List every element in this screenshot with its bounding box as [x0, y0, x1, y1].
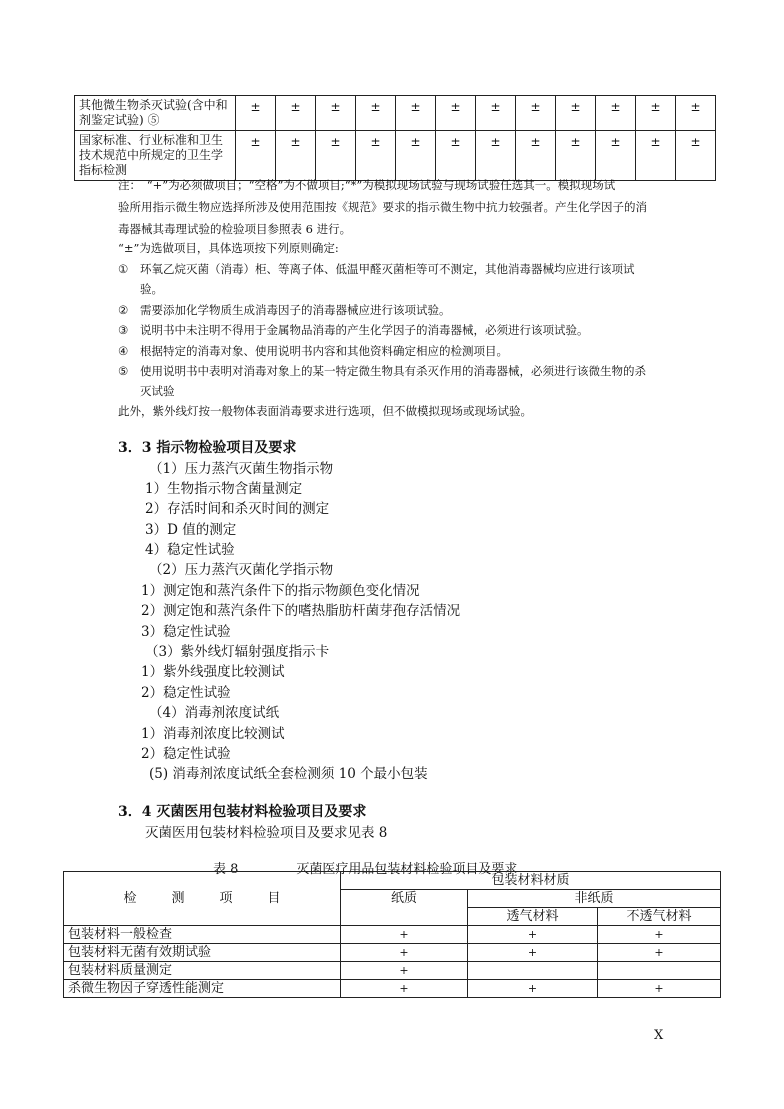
- header-nonpaper: 非纸质: [468, 890, 721, 908]
- table-row: [64, 926, 721, 944]
- row-item: 包装材料一般检查: [64, 926, 341, 944]
- note-line: 毒器械其毒理试验的检验项目参照表 6 进行。: [118, 222, 352, 236]
- list-item: 4）稳定性试验: [145, 542, 235, 558]
- note-item-number: ④: [118, 344, 129, 358]
- list-item: 3）D 值的测定: [145, 522, 237, 538]
- cell-breathable: +: [468, 980, 598, 998]
- header-group: 包装材料材质: [341, 872, 721, 890]
- cell-breathable: +: [468, 926, 598, 944]
- cell-nonbreathable: [598, 962, 721, 980]
- list-item: （3）紫外线灯辐射强度指示卡: [145, 644, 330, 660]
- note-item-text: 根据特定的消毒对象、使用说明书内容和其他资料确定相应的检测项目。: [140, 344, 508, 358]
- cell-paper: +: [341, 980, 468, 998]
- cell-mark: ±: [676, 96, 716, 131]
- cell-mark: ±: [276, 131, 316, 181]
- header-item: 检 测 项 目: [64, 872, 341, 926]
- list-item: 2）测定饱和蒸汽条件下的嗜热脂肪杆菌芽孢存活情况: [141, 603, 461, 619]
- cell-mark: ±: [556, 131, 596, 181]
- table-row: [64, 944, 721, 962]
- row-item: 包装材料质量测定: [64, 962, 341, 980]
- cell-mark: ±: [596, 96, 636, 131]
- note-item-text: 环氧乙烷灭菌（消毒）柜、等离子体、低温甲醛灭菌柜等可不测定，其他消毒器械均应进行该项试: [140, 262, 635, 276]
- cell-paper: +: [341, 944, 468, 962]
- note-item-text: 使用说明书中表明对消毒对象上的某一特定微生物具有杀灭作用的消毒器械，必须进行该微生物的杀: [140, 364, 646, 378]
- cell-mark: ±: [516, 131, 556, 181]
- page-number: X: [654, 1028, 664, 1043]
- table-row: [64, 962, 721, 980]
- note-item-text: 验。: [140, 282, 163, 296]
- list-item: (5) 消毒剂浓度试纸全套检测须 10 个最小包装: [149, 766, 428, 782]
- cell-mark: ±: [236, 131, 276, 181]
- cell-breathable: [468, 962, 598, 980]
- cell-mark: ±: [436, 96, 476, 131]
- section-heading: 3．4 灭菌医用包装材料检验项目及要求: [118, 804, 367, 820]
- header-paper: 纸质: [341, 890, 468, 926]
- cell-breathable: +: [468, 944, 598, 962]
- cell-mark: ±: [516, 96, 556, 131]
- cell-mark: ±: [556, 96, 596, 131]
- note-item-number: ③: [118, 323, 129, 337]
- list-item: 1）紫外线强度比较测试: [141, 664, 285, 680]
- note-footer: 此外，紫外线灯按一般物体表面消毒要求进行选项，但不做模拟现场或现场试验。: [118, 404, 532, 418]
- note-line: 注： “+”为必须做项目；“空格”为不做项目;“*”为模拟现场试验与现场试验任选其一。模拟现场试: [118, 178, 616, 192]
- cell-mark: ±: [476, 96, 516, 131]
- header-nonbreathable: 不透气材料: [598, 908, 721, 926]
- cell-nonbreathable: +: [598, 980, 721, 998]
- cell-mark: ±: [396, 96, 436, 131]
- note-item-number: ②: [118, 303, 129, 317]
- list-item: 3）稳定性试验: [141, 624, 231, 640]
- cell-mark: ±: [236, 96, 276, 131]
- note-item-text: 需要添加化学物质生成消毒因子的消毒器械应进行该项试验。: [140, 303, 451, 317]
- header-breathable: 透气材料: [468, 908, 598, 926]
- cell-mark: ±: [676, 131, 716, 181]
- list-item: （4）消毒剂浓度试纸: [149, 705, 280, 721]
- list-item: （2）压力蒸汽灭菌化学指示物: [149, 562, 334, 578]
- note-item-number: ⑤: [118, 364, 129, 378]
- cell-mark: ±: [476, 131, 516, 181]
- cell-paper: +: [341, 926, 468, 944]
- list-item: （1）压力蒸汽灭菌生物指示物: [149, 461, 334, 477]
- table-row: [75, 131, 716, 181]
- note-line: 验所用指示微生物应选择所涉及使用范围按《规范》要求的指示微生物中抗力较强者。产生化学因子的消: [118, 200, 647, 214]
- cell-mark: ±: [596, 131, 636, 181]
- cell-mark: ±: [636, 96, 676, 131]
- note-item-text: 灭试验: [140, 384, 175, 398]
- row-label: 国家标准、行业标准和卫生 技术规范中所规定的卫生学 指标检测: [75, 131, 236, 181]
- cell-mark: ±: [276, 96, 316, 131]
- list-item: 2）存活时间和杀灭时间的测定: [145, 501, 330, 517]
- table-row: [64, 980, 721, 998]
- table-caption-number: 表 8: [213, 862, 239, 877]
- cell-mark: ±: [636, 131, 676, 181]
- cell-mark: ±: [356, 131, 396, 181]
- section-intro: 灭菌医用包装材料检验项目及要求见表 8: [145, 825, 388, 841]
- list-item: 2）稳定性试验: [141, 746, 231, 762]
- row-label: 其他微生物杀灭试验(含中和 剂鉴定试验) ⑤: [75, 96, 236, 131]
- table-8: [63, 871, 721, 998]
- cell-paper: +: [341, 962, 468, 980]
- row-item: 杀微生物因子穿透性能测定: [64, 980, 341, 998]
- note-line: “±”为选做项目，具体选项按下列原则确定:: [118, 241, 339, 255]
- section-heading: 3．3 指示物检验项目及要求: [118, 440, 297, 456]
- cell-mark: ±: [436, 131, 476, 181]
- list-item: 1）消毒剂浓度比较测试: [141, 726, 285, 742]
- cell-nonbreathable: +: [598, 926, 721, 944]
- table-row: [75, 96, 716, 131]
- cell-mark: ±: [316, 96, 356, 131]
- list-item: 1）测定饱和蒸汽条件下的指示物颜色变化情况: [141, 583, 420, 599]
- list-item: 1）生物指示物含菌量测定: [145, 481, 303, 497]
- cell-mark: ±: [356, 96, 396, 131]
- cell-mark: ±: [316, 131, 356, 181]
- row-item: 包装材料无菌有效期试验: [64, 944, 341, 962]
- cell-nonbreathable: +: [598, 944, 721, 962]
- top-table: [74, 95, 716, 181]
- list-item: 2）稳定性试验: [141, 685, 231, 701]
- table-caption-title: 灭菌医疗用品包装材料检验项目及要求: [296, 862, 518, 877]
- note-item-text: 说明书中未注明不得用于金属物品消毒的产生化学因子的消毒器械，必须进行该项试验。: [140, 323, 589, 337]
- note-item-number: ①: [118, 262, 129, 276]
- cell-mark: ±: [396, 131, 436, 181]
